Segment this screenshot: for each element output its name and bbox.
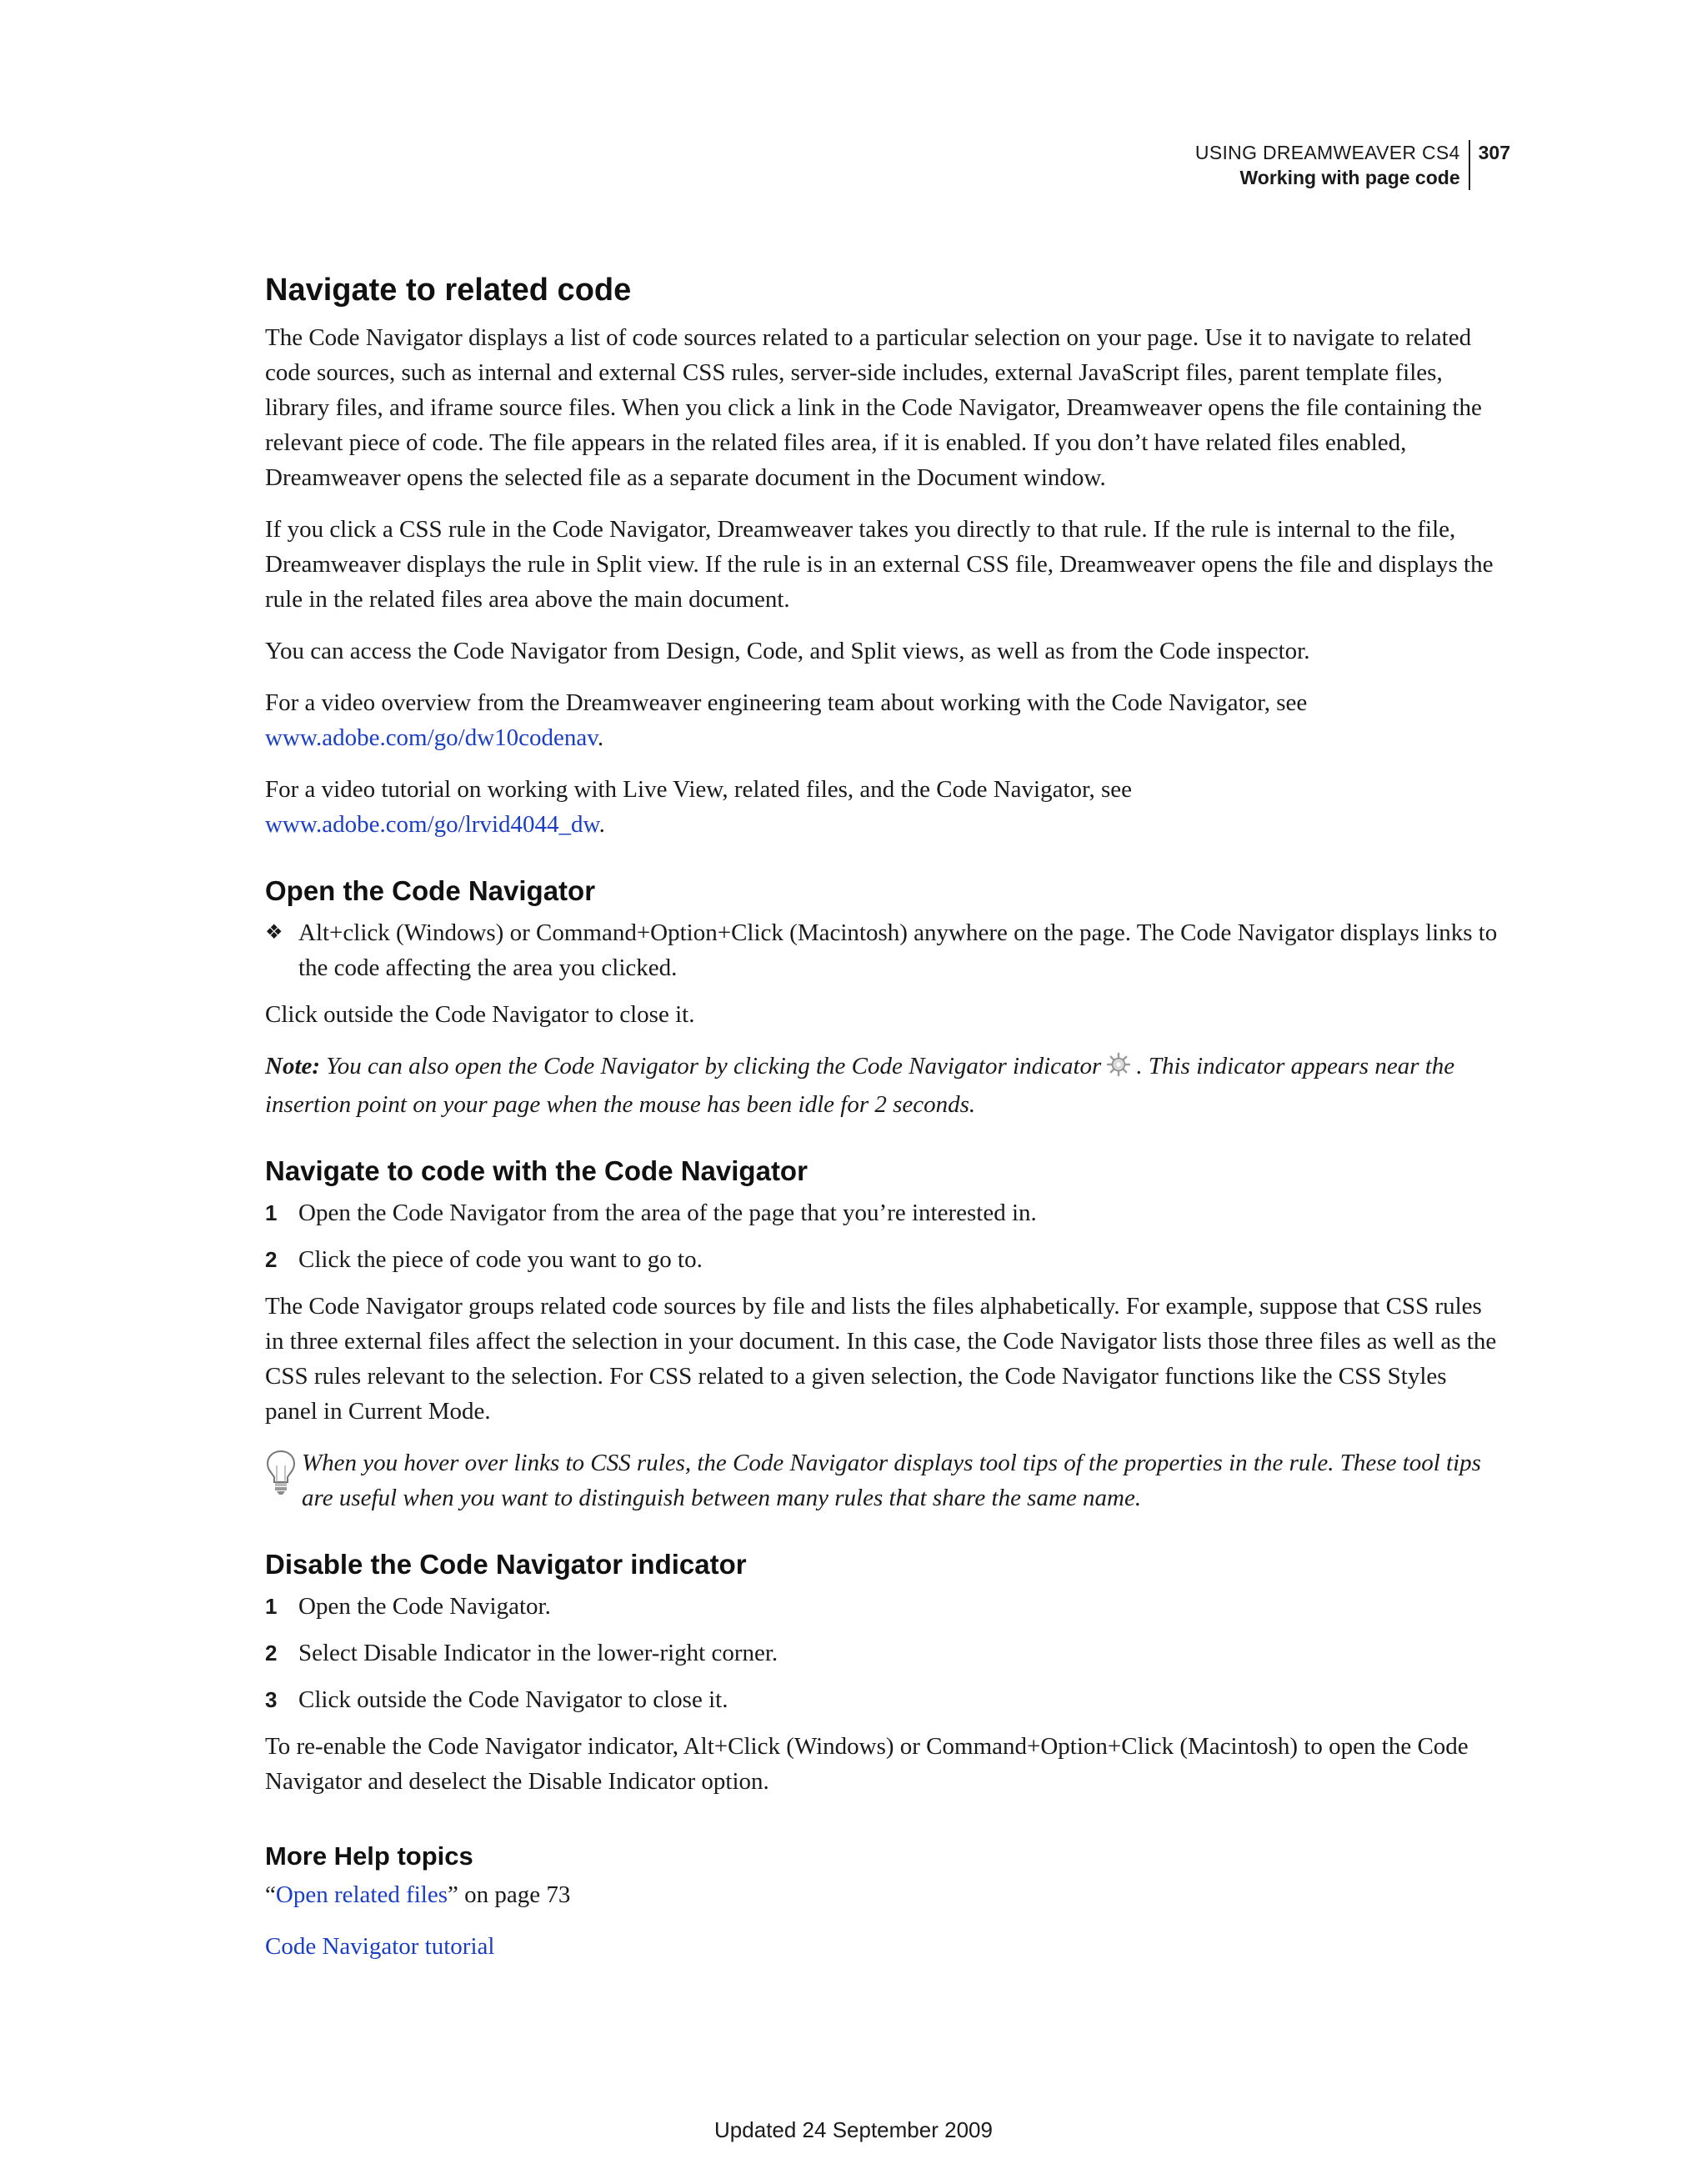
step-item [265,1242,1499,1277]
more-help-item [265,1929,1499,1964]
step-text: Open the Code Navigator. [298,1593,551,1620]
paragraph-access: You can access the Code Navigator from Design, Code, and Split views, as well as from the Code inspector. [265,638,1310,664]
paragraph-intro: The Code Navigator displays a list of code sources related to a particular selection on your page. Use it to navigate to related code sources, such as internal and external CSS rules, server-side includes, external JavaScript files, parent template files, library files, and iframe source files. When you click a link in the Code Navigator, Dreamweaver opens the file containing the relevant piece of code. The file appears in the related files area, if it is enabled. If you don’t have related files enabled, Dreamweaver opens the selected file as a separate document in the Document window. [265,324,1482,491]
tip [265,1445,1499,1515]
step-text: Click outside the Code Navigator to close it. [298,1686,728,1713]
step-number: 3 [265,1687,278,1712]
step-text: Open the Code Navigator from the area of the page that you’re interested in. [298,1200,1037,1226]
bullet-text: Alt+click (Windows) or Command+Option+Click (Macintosh) anywhere on the page. The Code Navigator displays links to the code affecting the area you clicked. [298,919,1498,981]
paragraph-video-tutorial [265,772,1499,842]
tip-text: When you hover over links to CSS rules, the Code Navigator displays tool tips of the properties in the rule. These tool tips are useful when you want to distinguish between many rules that share the same name. [302,1450,1481,1511]
video-overview-link[interactable]: www.adobe.com/go/dw10codenav [265,724,598,751]
note [265,1049,1499,1122]
step-item [265,1682,1499,1717]
step-number: 1 [265,1594,278,1619]
more-help-item [265,1877,1499,1912]
video-tutorial-text: For a video tutorial on working with Live View, related files, and the Code Navigator, see [265,776,1133,803]
note-text-after: . This indicator appears near the insertion point on your page when the mouse has been idle for 2 seconds. [265,1053,1455,1118]
open-quote: “ [265,1881,276,1908]
page-footer: Updated 24 September 2009 [714,2117,993,2142]
page-reference: ” on page 73 [448,1881,571,1908]
bullet-diamond-icon: ❖ [265,922,283,944]
period: . [598,811,605,838]
page-header [1195,140,1510,190]
chapter-title: Working with page code [1239,167,1460,188]
step-number: 2 [265,1641,278,1666]
code-navigator-tutorial-link[interactable]: Code Navigator tutorial [265,1933,495,1960]
open-related-files-link[interactable]: Open related files [275,1881,448,1908]
video-tutorial-link[interactable]: www.adobe.com/go/lrvid4044_dw [265,811,599,838]
step-item [265,1635,1499,1671]
step-text: Select Disable Indicator in the lower-right corner. [298,1640,778,1666]
section-title-navigate-related-code: Navigate to related code [265,273,632,308]
page-content [265,265,1499,1981]
paragraph-groups: The Code Navigator groups related code sources by file and lists the files alphabetically. For example, suppose that CSS rules in three external files affect the selection in your document. In this case, the Code Navigator lists those three files as well as the CSS rules relevant to the selection. For CSS related to a given selection, the Code Navigator functions like the CSS Styles panel in Current Mode. [265,1293,1497,1425]
subsection-title-open: Open the Code Navigator [265,875,596,906]
step-item [265,1195,1499,1230]
page-number: 307 [1478,142,1510,163]
code-navigator-indicator-icon [1106,1052,1131,1087]
bullet-item [265,915,1499,985]
paragraph-video-overview [265,685,1499,755]
step-number: 2 [265,1247,278,1272]
video-overview-text: For a video overview from the Dreamweaver engineering team about working with the Code Navigator, see [265,689,1308,716]
note-label: Note: [265,1053,321,1079]
step-number: 1 [265,1200,278,1225]
subsection-title-disable: Disable the Code Navigator indicator [265,1549,747,1580]
paragraph-css-rule: If you click a CSS rule in the Code Navigator, Dreamweaver takes you directly to that rule. If the rule is internal to the file, Dreamweaver displays the rule in Split view. If the rule is in an external CSS file, Dreamweaver opens the file and displays the rule in the related files area above the main document. [265,516,1494,613]
step-item [265,1589,1499,1624]
subsection-title-navigate: Navigate to code with the Code Navigator [265,1155,808,1186]
step-text: Click the piece of code you want to go to. [298,1246,703,1273]
period: . [597,724,604,751]
more-help-title: More Help topics [265,1841,473,1871]
book-title: USING DREAMWEAVER CS4 [1194,142,1460,163]
paragraph-close: Click outside the Code Navigator to close it. [265,1001,695,1028]
running-header [1195,140,1470,190]
lightbulb-icon [265,1445,302,1515]
note-text-before: You can also open the Code Navigator by clicking the Code Navigator indicator [326,1053,1102,1079]
paragraph-reenable: To re-enable the Code Navigator indicator, Alt+Click (Windows) or Command+Option+Click (Macintosh) to open the Code Navigator and deselect the Disable Indicator option. [265,1733,1469,1795]
